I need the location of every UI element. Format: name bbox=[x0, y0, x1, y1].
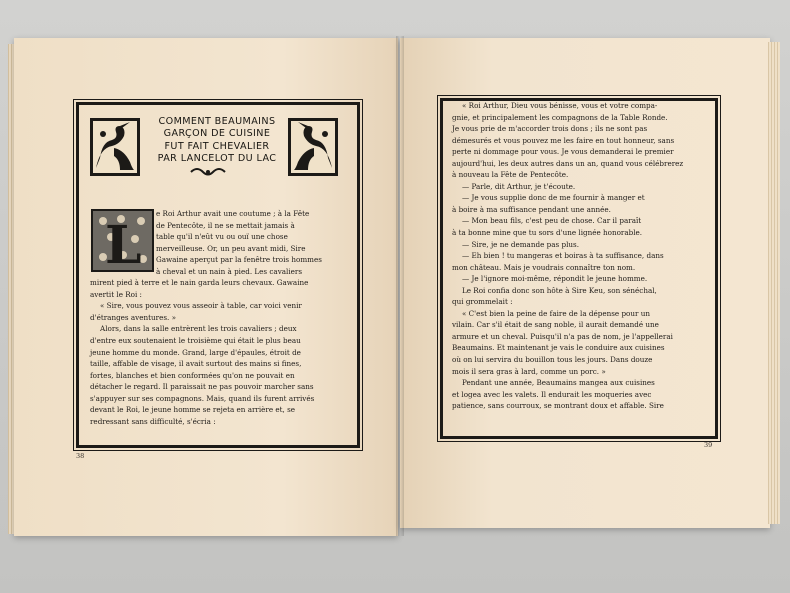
text-line: — Parle, dit Arthur, je t'écoute. bbox=[462, 181, 576, 191]
text-line: aujourd'hui, les deux autres dans un an, quand vous célébrerez bbox=[452, 158, 684, 168]
text-line: fortes, blanches et bien conformées qu'on ne pouvait en bbox=[90, 370, 295, 380]
text-line: gnie, et principalement les compagnons de la Table Ronde. bbox=[452, 112, 668, 122]
text-line: s'appuyer sur ses compagnons. Mais, quand ils furent arrivés bbox=[90, 393, 315, 403]
text-line: à cheval et un nain à pied. Les cavaliers bbox=[156, 266, 303, 276]
text-line: mois il sera gras à lard, comme un porc. » bbox=[452, 366, 606, 376]
text-line: mon château. Mais je voudrais connaître ton nom. bbox=[452, 262, 636, 272]
text-line: armure et un cheval. Puisqu'il n'a pas de nom, je l'appellerai bbox=[452, 331, 673, 341]
text-line: jeune homme du monde. Grand, large d'épaules, étroit de bbox=[90, 347, 301, 357]
text-line: — Je l'ignore moi-même, répondit le jeune homme. bbox=[462, 274, 648, 284]
text-line: de Pentecôte, il ne se mettait jamais à bbox=[156, 220, 295, 230]
chapter-title-line: FUT FAIT CHEVALIER bbox=[164, 140, 270, 152]
text-line: taille, affable de visage, il avait surtout des mains si fines, bbox=[90, 359, 302, 369]
crane-vignette-icon bbox=[288, 118, 338, 176]
text-line: redressant sans difficulté, s'écria : bbox=[90, 416, 216, 426]
text-line: Beaumains. Et maintenant je vais le conduire aux cuisines bbox=[452, 343, 665, 353]
left-page-text bbox=[90, 208, 342, 427]
chapter-title-line: COMMENT BEAUMAINS bbox=[158, 116, 276, 127]
text-line: devant le Roi, le jeune homme se rejeta en arrière et, se bbox=[90, 405, 296, 415]
text-line: d'étranges aventures. » bbox=[90, 312, 176, 322]
crane-vignette-icon bbox=[90, 118, 140, 176]
text-line: merveilleuse. Or, un peu avant midi, Sire bbox=[156, 243, 306, 253]
text-line: e Roi Arthur avait une coutume ; à la Fête bbox=[156, 209, 310, 218]
page-number-right: 39 bbox=[704, 441, 713, 449]
text-line: table qu'il n'eût vu ou ouï une chose bbox=[156, 232, 288, 242]
text-line: « C'est bien la peine de faire de la dépense pour un bbox=[462, 308, 650, 318]
text-line: à ta bonne mine que tu sors d'une lignée honorable. bbox=[452, 228, 643, 238]
text-line: vilain. Car s'il était de sang noble, il aurait demandé une bbox=[452, 320, 659, 330]
text-line: démesurés et vous pouvez me les faire en tout honneur, sans bbox=[452, 135, 675, 145]
chapter-title bbox=[148, 116, 286, 166]
text-line: mirent pied à terre et le nain garda leurs chevaux. Gawaine bbox=[90, 278, 309, 288]
text-line: Alors, dans la salle entrèrent les trois cavaliers ; deux bbox=[100, 324, 297, 334]
page-stack-right bbox=[768, 42, 780, 524]
text-line: et logea avec les valets. Il endurait les moqueries avec bbox=[452, 389, 652, 399]
text-line: avertit le Roi : bbox=[90, 289, 142, 299]
text-line: — Eh bien ! tu mangeras et boiras à ta suffisance, dans bbox=[462, 251, 664, 261]
text-line: qui grommelait : bbox=[452, 297, 513, 307]
text-line: perte ni dommage pour vous. Je vous demanderai le premier bbox=[452, 147, 674, 157]
text-line: Gawaine aperçut par la fenêtre trois hommes bbox=[156, 255, 322, 265]
scroll-ornament-icon bbox=[189, 166, 227, 178]
right-page-text bbox=[452, 100, 700, 412]
chapter-title-line: PAR LANCELOT DU LAC bbox=[157, 153, 277, 165]
book-gutter bbox=[396, 36, 404, 536]
text-line: à boire à ma suffisance pendant une année. bbox=[452, 204, 611, 214]
text-line: « Sire, vous pouvez vous asseoir à table, car voici venir bbox=[100, 301, 302, 311]
text-line: — Sire, je ne demande pas plus. bbox=[462, 239, 579, 249]
dropcap-spacer bbox=[90, 208, 156, 274]
drop-cap-letter: L bbox=[105, 215, 142, 272]
text-line: à nouveau la Fête de Pentecôte. bbox=[452, 170, 569, 180]
chapter-title-line: GARÇON DE CUISINE bbox=[163, 128, 271, 140]
text-line: détacher le regard. Il paraissait ne pas pouvoir marcher sans bbox=[90, 382, 314, 392]
text-line: Pendant une année, Beaumains mangea aux cuisines bbox=[462, 378, 655, 388]
text-line: — Mon beau fils, c'est peu de chose. Car il paraît bbox=[462, 216, 642, 226]
text-line: Je vous prie de m'accorder trois dons ; ils ne sont pas bbox=[452, 124, 648, 134]
text-line: — Je vous supplie donc de me fournir à manger et bbox=[462, 193, 645, 203]
text-line: « Roi Arthur, Dieu vous bénisse, vous et votre compa- bbox=[462, 101, 658, 110]
text-line: patience, sans courroux, se montrant doux et affable. Sire bbox=[452, 401, 664, 411]
text-line: Le Roi confia donc son hôte à Sire Keu, son sénéchal, bbox=[462, 285, 657, 295]
text-line: d'entre eux soutenaient le troisième qui était le plus beau bbox=[90, 336, 301, 346]
page-number-left: 38 bbox=[76, 452, 85, 460]
text-line: où on lui servira du bouillon tous les jours. Dans douze bbox=[452, 355, 653, 365]
